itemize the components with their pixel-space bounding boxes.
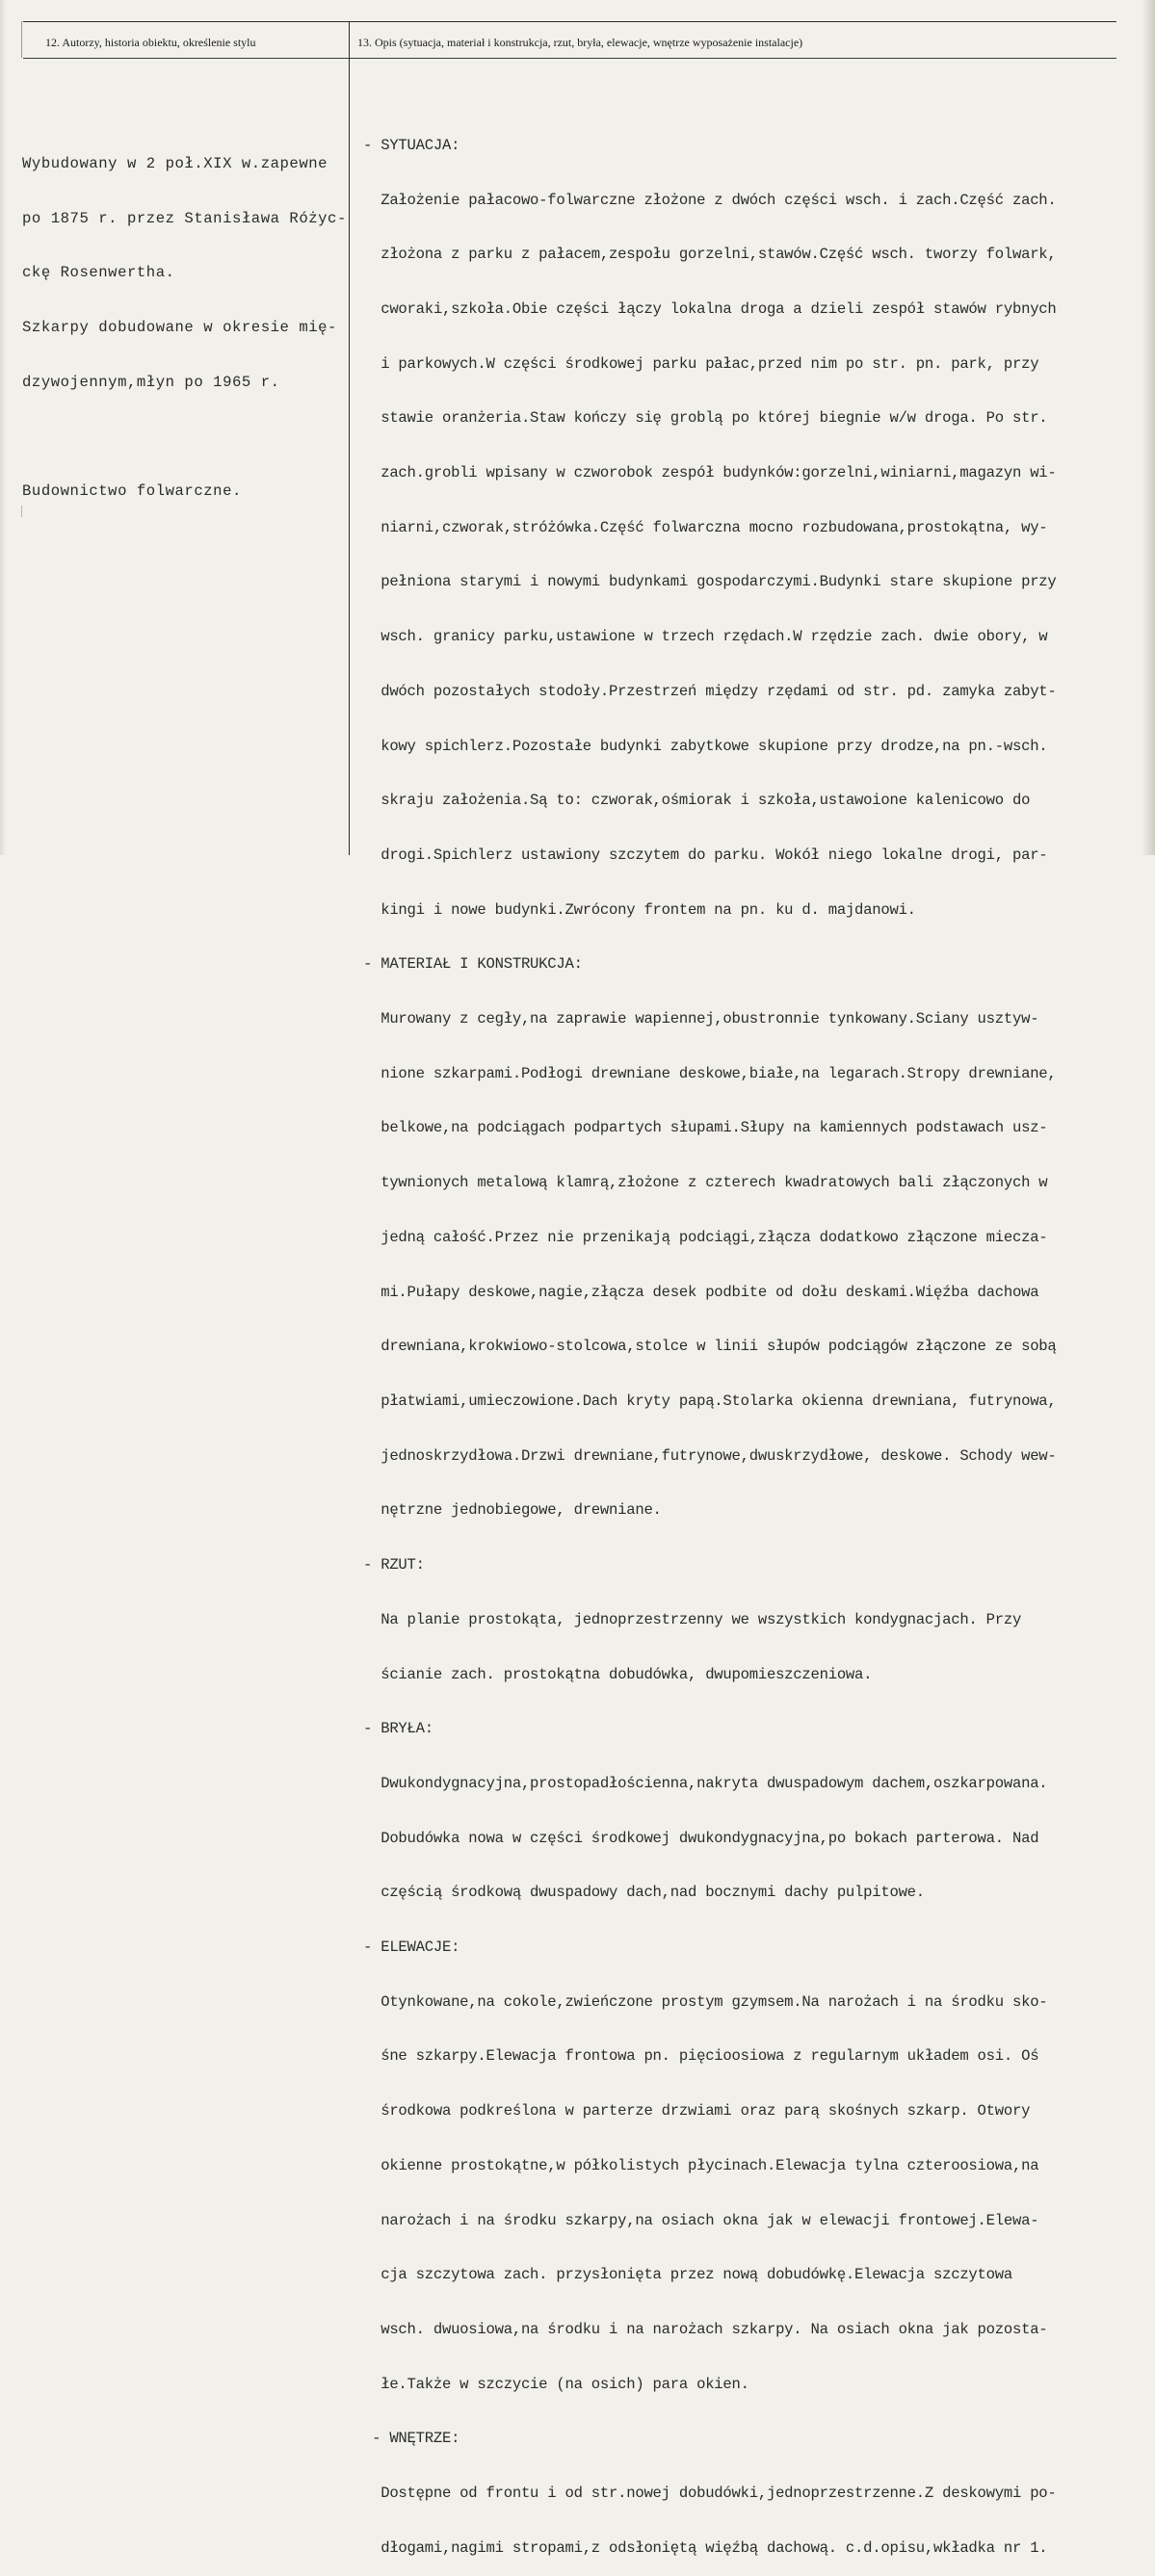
- description-line: drewniana,krokwiowo-stolcowa,stolce w linii słupów podciągów złączone ze sobą: [363, 1338, 1057, 1356]
- form-left-rule: [21, 21, 22, 58]
- description-line: belkowe,na podciągach podpartych słupami.Słupy na kamiennych podstawach usz-: [363, 1119, 1048, 1137]
- description-line: nętrzne jednobiegowe, drewniane.: [363, 1501, 662, 1520]
- description-line: nione szkarpami.Podłogi drewniane deskowe,białe,na legarach.Stropy drewniane,: [363, 1064, 1057, 1082]
- section-heading-rzut: - RZUT:: [363, 1556, 425, 1574]
- description-line: łe.Także w szczycie (na osich) para okien.: [363, 2375, 749, 2393]
- description-line: wsch. dwuosiowa,na środku i na narożach szkarpy. Na osiach okna jak pozosta-: [363, 2320, 1048, 2338]
- description-text: [363, 100, 1057, 2576]
- form-header-rule: [23, 58, 1116, 59]
- description-line: jedną całość.Przez nie przenikają podciągi,złącza dodatkowo złączone miecza-: [363, 1228, 1048, 1246]
- description-line: cworaki,szkoła.Obie części łączy lokalna droga a dzieli zespół stawów rybnych: [363, 299, 1057, 318]
- description-line: i parkowych.W części środkowej parku pałac,przed nim po str. pn. park, przy: [363, 354, 1039, 373]
- description-line: ścianie zach. prostokątna dobudówka, dwupomieszczeniowa.: [363, 1665, 873, 1683]
- section-heading-sytuacja: - SYTUACJA:: [363, 136, 460, 154]
- description-line: pełniona starymi i nowymi budynkami gospodarczymi.Budynki stare skupione przy: [363, 573, 1057, 591]
- description-line: jednoskrzydłowa.Drzwi drewniane,futrynowe,dwuskrzydłowe, deskowe. Schody wew-: [363, 1446, 1057, 1465]
- history-line: Budownictwo folwarczne.: [22, 482, 242, 501]
- description-line: narożach i na środku szkarpy,na osiach okna jak w elewacji frontowej.Elewa-: [363, 2211, 1039, 2229]
- history-line: Wybudowany w 2 poł.XIX w.zapewne: [22, 154, 328, 172]
- description-line: tywnionych metalową klamrą,złożone z czterech kwadratowych bali złączonych w: [363, 1174, 1048, 1192]
- history-line: ckę Rosenwertha.: [22, 264, 175, 282]
- description-line: stawie oranżeria.Staw kończy się groblą po której biegnie w/w droga. Po str.: [363, 409, 1048, 428]
- history-line: po 1875 r. przez Stanisława Różyc-: [22, 209, 347, 227]
- description-line: kowy spichlerz.Pozostałe budynki zabytkowe skupione przy drodze,na pn.-wsch.: [363, 737, 1048, 755]
- description-line: wsch. granicy parku,ustawione w trzech rzędach.W rzędzie zach. dwie obory, w: [363, 628, 1048, 646]
- description-line: dłogami,nagimi stropami,z odsłoniętą więźbą dachową. c.d.opisu,wkładka nr 1.: [363, 2538, 1048, 2557]
- section-13-heading: 13. Opis (sytuacja, materiał i konstrukcja, rzut, bryła, elewacje, wnętrze wyposażenie instalacje): [357, 36, 803, 49]
- description-line: dwóch pozostałych stodoły.Przestrzeń między rzędami od str. pd. zamyka zabyt-: [363, 682, 1057, 700]
- description-line: Dobudówka nowa w części środkowej dwukondygnacyjna,po bokach parterowa. Nad: [363, 1829, 1039, 1847]
- description-line: skraju założenia.Są to: czworak,ośmiorak i szkoła,ustawoione kalenicowo do: [363, 792, 1031, 810]
- section-heading-bryla: - BRYŁA:: [363, 1720, 433, 1738]
- description-line: cja szczytowa zach. przysłonięta przez nową dobudówkę.Elewacja szczytowa: [363, 2266, 1012, 2284]
- section-heading-elewacje: - ELEWACJE:: [363, 1939, 460, 1957]
- scan-edge-left: [0, 0, 6, 855]
- description-line: Dostępne od frontu i od str.nowej dobudówki,jednoprzestrzenne.Z deskowymi po-: [363, 2485, 1057, 2503]
- description-line: kingi i nowe budynki.Zwrócony frontem na pn. ku d. majdanowi.: [363, 900, 916, 919]
- description-line: Otynkowane,na cokole,zwieńczone prostym gzymsem.Na narożach i na środku sko-: [363, 1992, 1048, 2011]
- description-line: Dwukondygnacyjna,prostopadłościenna,nakryta dwuspadowym dachem,oszkarpowana.: [363, 1774, 1048, 1792]
- description-line: częścią środkową dwuspadowy dach,nad bocznymi dachy pulpitowe.: [363, 1884, 925, 1902]
- authors-history-text: [22, 118, 347, 519]
- description-line: Na planie prostokąta, jednoprzestrzenny we wszystkich kondygnacjach. Przy: [363, 1610, 1022, 1628]
- description-line: drogi.Spichlerz ustawiony szczytem do parku. Wokół niego lokalne drogi, par-: [363, 846, 1048, 864]
- column-divider: [349, 21, 350, 855]
- description-line: złożona z parku z pałacem,zespołu gorzelni,stawów.Część wsch. tworzy folwark,: [363, 246, 1057, 264]
- description-line: mi.Pułapy deskowe,nagie,złącza desek podbite od dołu deskami.Więźba dachowa: [363, 1283, 1039, 1301]
- description-line: Założenie pałacowo-folwarczne złożone z dwóch części wsch. i zach.Część zach.: [363, 191, 1057, 209]
- section-heading-wnetrze: - WNĘTRZE:: [363, 2430, 460, 2448]
- description-line: zach.grobli wpisany w czworobok zespół budynków:gorzelni,winiarni,magazyn wi-: [363, 464, 1057, 482]
- history-line: Szkarpy dobudowane w okresie mię-: [22, 318, 337, 336]
- description-line: śne szkarpy.Elewacja frontowa pn. pięcioosiowa z regularnym układem osi. Oś: [363, 2047, 1039, 2066]
- description-line: okienne prostokątne,w półkolistych płycinach.Elewacja tylna czteroosiowa,na: [363, 2156, 1039, 2174]
- description-line: Murowany z cegły,na zaprawie wapiennej,obustronnie tynkowany.Sciany usztyw-: [363, 1010, 1039, 1028]
- form-top-rule: [23, 21, 1116, 22]
- section-heading-material: - MATERIAŁ I KONSTRUKCJA:: [363, 955, 583, 974]
- description-line: płatwiami,umieczowione.Dach kryty papą.Stolarka okienna drewniana, futrynowa,: [363, 1392, 1057, 1410]
- history-line: dzywojennym,młyn po 1965 r.: [22, 373, 280, 391]
- history-line: [22, 428, 347, 446]
- description-line: środkowa podkreślona w parterze drzwiami oraz parą skośnych szkarp. Otwory: [363, 2102, 1031, 2121]
- section-12-heading: 12. Autorzy, historia obiektu, określenie stylu: [45, 36, 256, 49]
- description-line: niarni,czworak,stróżówka.Część folwarczna mocno rozbudowana,prostokątna, wy-: [363, 518, 1048, 536]
- scan-edge-right: [1142, 0, 1155, 855]
